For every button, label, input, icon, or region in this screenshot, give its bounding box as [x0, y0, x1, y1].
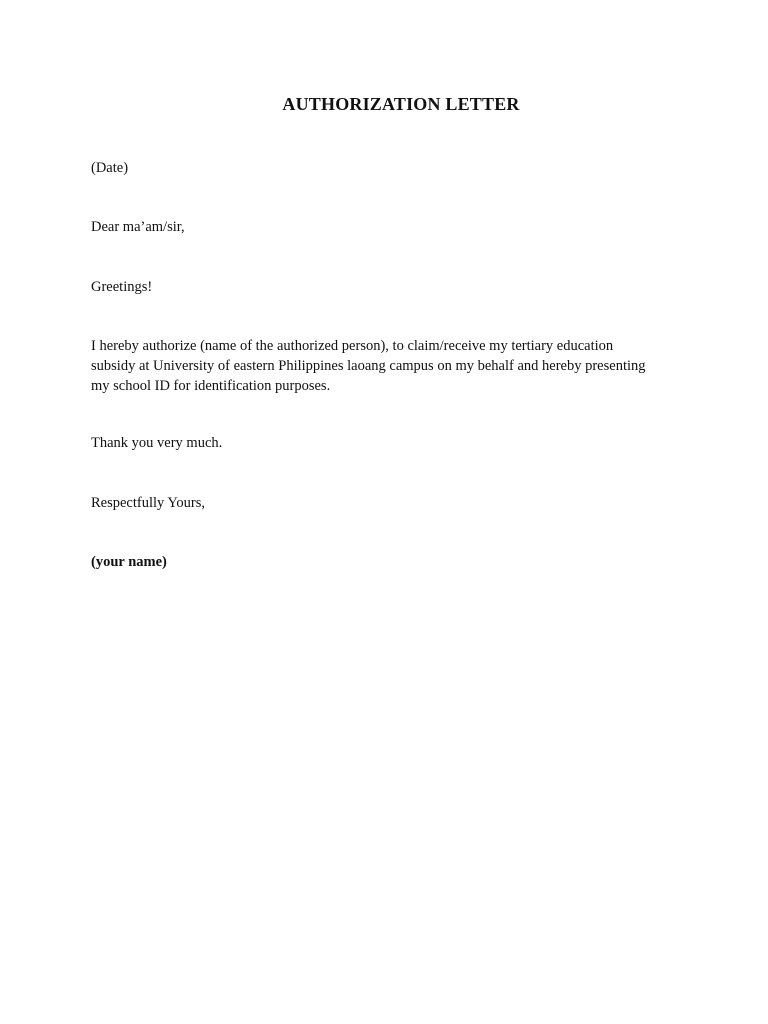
body-line: I hereby authorize (name of the authorized person), to claim/receive my tertiary education [91, 338, 614, 354]
closing-line: Respectfully Yours, [91, 495, 205, 511]
greeting: Greetings! [91, 279, 153, 295]
salutation: Dear ma’am/sir, [91, 219, 185, 235]
body-line: my school ID for identification purposes. [91, 378, 331, 394]
thanks-line: Thank you very much. [91, 435, 223, 451]
date-placeholder: (Date) [91, 160, 129, 176]
body-line: subsidy at University of eastern Philippines laoang campus on my behalf and hereby presenting [91, 358, 646, 374]
letter-body-paragraph [91, 336, 646, 396]
signature-name: (your name) [91, 554, 167, 570]
letter-title: AUTHORIZATION LETTER [282, 94, 520, 114]
